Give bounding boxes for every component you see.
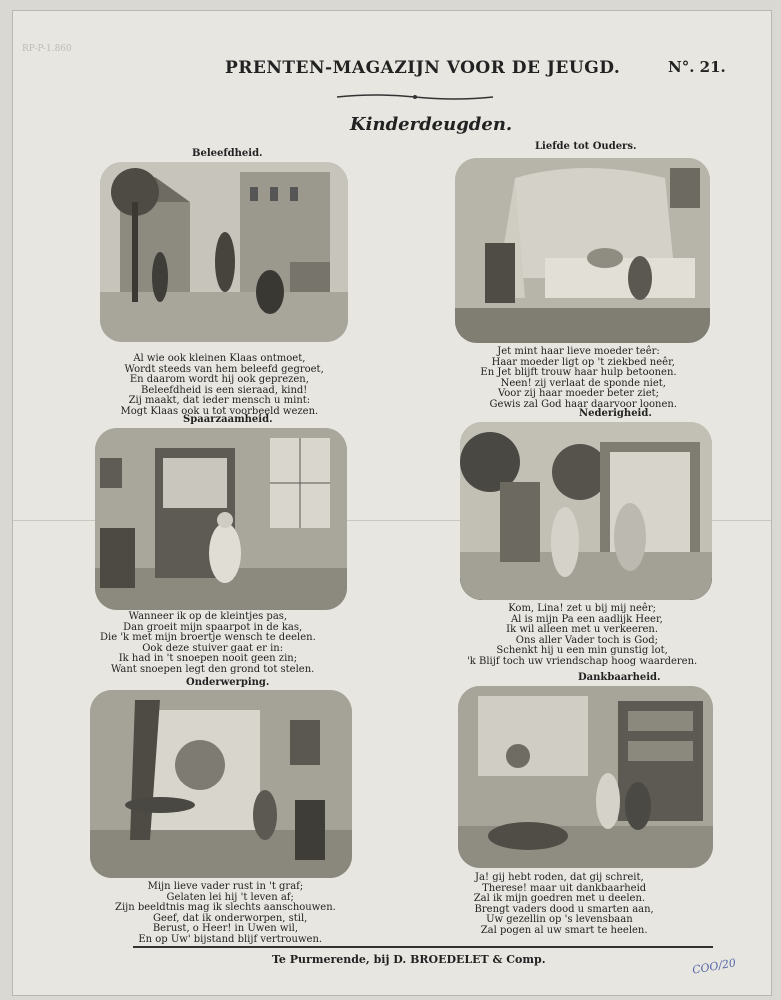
engraving-spaarzaamheid [95, 428, 347, 610]
sheet-number: N°. 21. [668, 58, 726, 76]
poem-nederigheid: Kom, Lina! zet u bij mij neêr; Al is mijn Pa een aadlijk Heer, Ik wil alleen met u verkeeren. Ons aller Vader toch is God; Schenkt hij u een min gunstig lot, 'k Blijf toch uw vriendschap hoog waarderen. [467, 603, 698, 667]
vignette-title-nederigheid: Nederigheid. [579, 408, 652, 419]
marginal-note: RP-P-1.860 [22, 44, 72, 54]
poem-liefde-tot-ouders: Jet mint haar lieve moeder teêr: Haar moeder ligt op 't ziekbed neêr, En Jet blijft trouw haar hulp betoonen. Neen! zij verlaat de sponde niet, Voor zij haar moeder beter ziet; Gewis zal God haar daarvoor loonen. [480, 346, 678, 410]
engraving-beleefdheid [100, 162, 348, 342]
page-title: PRENTEN-MAGAZIJN VOOR DE JEUGD. [225, 58, 621, 78]
vignette-title-spaarzaamheid: Spaarzaamheid. [183, 414, 273, 425]
publisher-imprint: Te Purmerende, bij D. BROEDELET & Comp. [272, 953, 546, 966]
page-subtitle: Kinderdeugden. [350, 114, 513, 135]
vignette-title-dankbaarheid: Dankbaarheid. [578, 672, 661, 683]
engraving-onderwerping [90, 690, 352, 878]
engraving-nederigheid [460, 422, 712, 600]
vignette-title-liefde: Liefde tot Ouders. [535, 141, 637, 152]
engraving-liefde-tot-ouders [455, 158, 710, 343]
engraving-dankbaarheid [458, 686, 713, 868]
poem-onderwerping: Mijn lieve vader rust in 't graf; Gelaten lei hij 't leven af; Zijn beeldtnis mag ik slechts aanschouwen. Geef, dat ik onderworpen, stil, Berust, o Heer! in Uwen wil, En op Uw' bijstand blijf vertrouwen. [115, 881, 336, 945]
poem-beleefdheid: Al wie ook kleinen Klaas ontmoet, Wordt steeds van hem beleefd gegroet, En daarom wordt hij ook geprezen, Beleefdheid is een sieraad, kind! Zij maakt, dat ieder mensch u mint: Mogt Klaas ook u tot voorbeeld wezen. [120, 353, 324, 417]
poem-dankbaarheid: Ja! gij hebt roden, dat gij schreit, Therese! maar uit dankbaarheid Zal ik mijn goedren met u deelen. Brengt vaders dood u smarten aan, Uw gezellin op 's levensbaan Zal pogen al uw smart te heelen. [473, 872, 654, 936]
vignette-title-onderwerping: Onderwerping. [186, 677, 270, 688]
footer-rule [133, 946, 713, 948]
vignette-title-beleefdheid: Beleefdheid. [192, 148, 263, 159]
title-flourish [335, 92, 495, 102]
collection-stamp: COO/20 [691, 956, 737, 977]
poem-spaarzaamheid: Wanneer ik op de kleintjes pas, Dan groeit mijn spaarpot in de kas, Die 'k met mijn broertje wensch te deelen. Ook deze stuiver gaat er in: Ik had in 't snoepen nooit geen zin; Want snoepen legt den grond tot stelen. [100, 611, 316, 675]
